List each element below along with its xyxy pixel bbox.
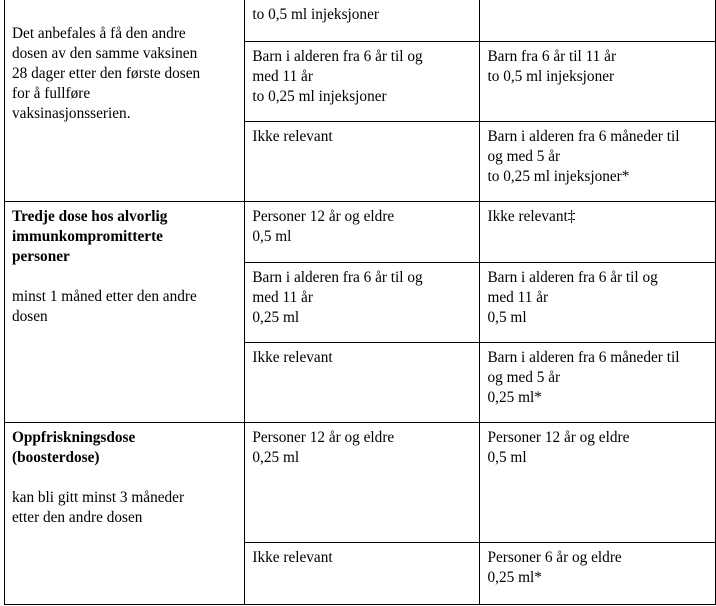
dose-line: Barn i alderen fra 6 måneder til: [487, 128, 680, 145]
dose-line: Barn i alderen fra 6 måneder til: [487, 349, 680, 366]
dose-line: Ikke relevant‡: [487, 208, 576, 225]
booster-heading: (boosterdose): [12, 449, 100, 466]
dose-line: med 11 år: [252, 68, 313, 85]
primary-text-line: for å fullføre: [12, 85, 91, 102]
table-row: [5, 202, 716, 263]
dose-line: Ikke relevant: [252, 128, 333, 145]
booster-cell: [5, 423, 245, 605]
dose-line: Barn i alderen fra 6 år til og: [252, 269, 423, 286]
dose-cell: [480, 543, 716, 605]
primary-text-line: 28 dager etter den første dosen: [12, 65, 201, 82]
dose-line: to 0,5 ml injeksjoner: [487, 68, 615, 85]
dose-line: Ikke relevant: [252, 349, 333, 366]
dose-line: 0,25 ml*: [487, 569, 542, 586]
dose-line: Barn fra 6 år til 11 år: [487, 48, 617, 65]
booster-text-line: kan bli gitt minst 3 måneder: [12, 489, 185, 506]
dose-cell: [480, 42, 716, 122]
dose-line: med 11 år: [252, 289, 313, 306]
dose-cell: [480, 0, 716, 42]
booster-heading: Oppfriskningsdose: [12, 429, 136, 446]
dose-line: Personer 6 år og eldre: [487, 549, 622, 566]
third-dose-cell: [5, 202, 245, 423]
primary-text-line: Det anbefales å få den andre: [12, 25, 186, 42]
dose-line: og med 5 år: [487, 369, 561, 386]
dose-cell: [245, 0, 480, 42]
dose-line: Barn i alderen fra 6 år til og: [487, 269, 658, 286]
dose-cell: [480, 423, 716, 543]
dose-cell: [245, 423, 480, 543]
dose-line: og med 5 år: [487, 148, 561, 165]
dose-line: to 0,25 ml injeksjoner*: [487, 168, 630, 185]
third-dose-heading: personer: [12, 248, 70, 265]
dose-cell: [480, 343, 716, 423]
booster-text-line: etter den andre dosen: [12, 509, 143, 526]
dose-line: 0,25 ml*: [487, 389, 542, 406]
dose-line: 0,5 ml: [487, 449, 527, 466]
dose-line: Barn i alderen fra 6 år til og: [252, 48, 423, 65]
dose-cell: [245, 122, 480, 202]
primary-text-line: dosen av den samme vaksinen: [12, 45, 198, 62]
primary-text-line: vaksinasjonsserien.: [12, 105, 131, 122]
dose-line: Personer 12 år og eldre: [252, 208, 395, 225]
dose-line: 0,25 ml: [252, 309, 300, 326]
dose-line: 0,25 ml: [252, 449, 300, 466]
dose-line: to 0,25 ml injeksjoner: [252, 88, 387, 105]
dosing-table: [4, 0, 716, 605]
table-row: [5, 423, 716, 543]
table-row: [5, 0, 716, 42]
third-dose-text-line: dosen: [12, 308, 48, 325]
dose-line: 0,5 ml: [252, 228, 292, 245]
dose-cell: [245, 343, 480, 423]
dose-cell: [480, 263, 716, 343]
dose-cell: [245, 202, 480, 263]
dose-line: Ikke relevant: [252, 549, 333, 566]
third-dose-heading: immunkompromitterte: [12, 228, 163, 245]
dose-cell: [480, 202, 716, 263]
dose-cell: [480, 122, 716, 202]
dose-line: Personer 12 år og eldre: [252, 429, 395, 446]
primary-series-cell: [5, 0, 245, 202]
third-dose-text-line: minst 1 måned etter den andre: [12, 288, 197, 305]
dose-line: med 11 år: [487, 289, 549, 306]
dose-line: Personer 12 år og eldre: [487, 429, 630, 446]
dose-cell: [245, 263, 480, 343]
dose-line: 0,5 ml: [487, 309, 527, 326]
dose-line: to 0,5 ml injeksjoner: [252, 6, 379, 23]
third-dose-heading: Tredje dose hos alvorlig: [12, 208, 168, 225]
dose-cell: [245, 42, 480, 122]
dose-cell: [245, 543, 480, 605]
